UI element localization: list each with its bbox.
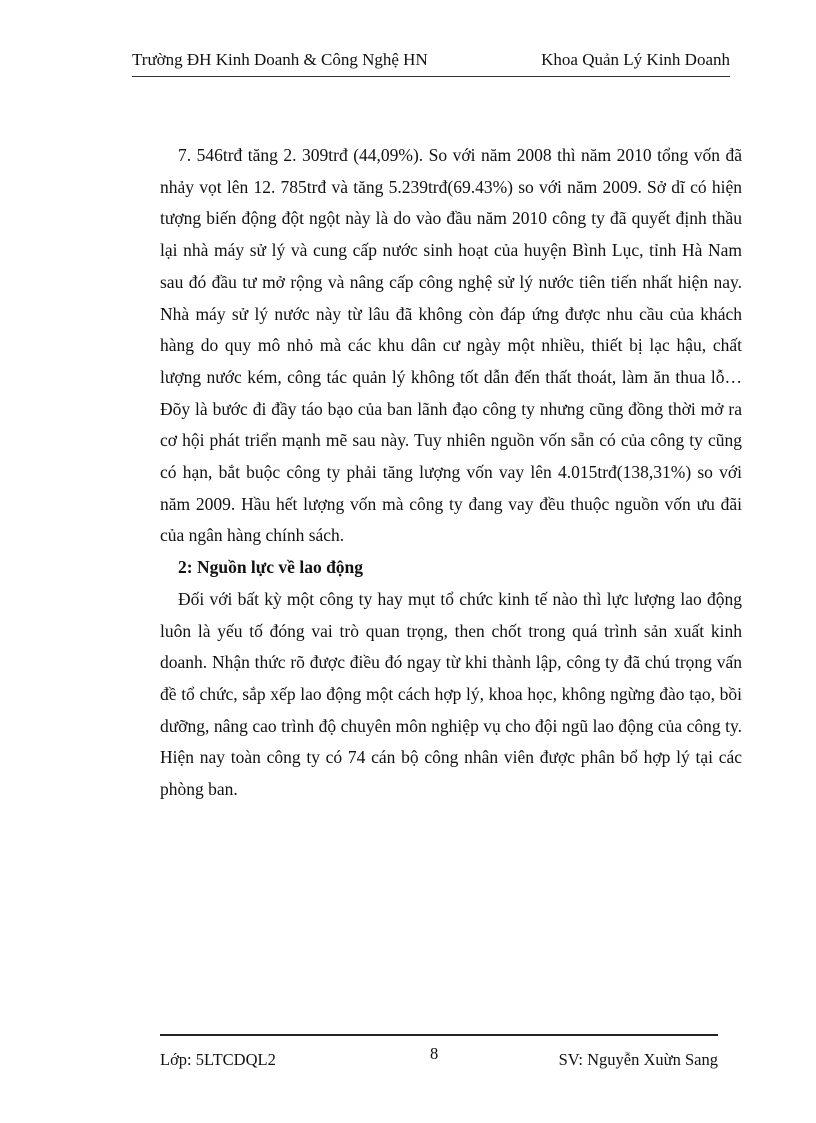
header-school-name: Trường ĐH Kinh Doanh & Công Nghệ HN	[132, 50, 428, 69]
footer-class: Lớp: 5LTCDQL2	[160, 1050, 276, 1069]
footer-divider	[160, 1034, 718, 1036]
paragraph-labor: Đối với bất kỳ một công ty hay mụt tổ chức kinh tế nào thì lực lượng lao động luôn là yếu tố đóng vai trò quan trọng, then chốt trong quá trình sản xuất kinh doanh. Nhận thức rõ được điều đó ngay từ khi thành lập, công ty đã chú trọng vấn đề tổ chức, sắp xếp lao động một cách hợp lý, khoa học, không ngừng đào tạo, bồi dưỡng, nâng cao trình độ chuyên môn nghiệp vụ cho đội ngũ lao động của công ty. Hiện nay toàn công ty có 74 cán bộ công nhân viên được phân bổ hợp lý tại các phòng ban.	[160, 588, 742, 800]
page-number: 8	[430, 1044, 439, 1063]
page-header	[132, 50, 730, 76]
document-body	[160, 140, 742, 806]
paragraph-capital: 7. 546trđ tăng 2. 309trđ (44,09%). So với năm 2008 thì năm 2010 tổng vốn đã nhảy vọt lên 12. 785trđ và tăng 5.239trđ(69.43%) so với năm 2009. Sở dĩ có hiện tượng biến động đột ngột này là do vào đầu năm 2010 công ty đã quyết định thầu lại nhà máy sử lý và cung cấp nước sinh hoạt của huyện Bình Lục, tỉnh Hà Nam sau đó đầu tư mở rộng và nâng cấp công nghệ sử lý nước tiên tiến nhất hiện nay. Nhà máy sử lý nước này từ lâu đã không còn đáp ứng được nhu cầu của khách hàng do quy mô nhỏ mà các khu dân cư ngày một nhiều, thiết bị lạc hậu, chất lượng nước kém, công tác quản lý không tốt dẫn đến thất thoát, làm ăn thua lỗ…Đõy là bước đi đầy táo bạo của ban lãnh đạo công ty nhưng cũng đồng thời mở ra cơ hội phát triển mạnh mẽ sau này. Tuy nhiên nguồn vốn sẵn có của công ty cũng có hạn, bắt buộc công ty phải tăng lượng vốn vay lên 4.015trđ(138,31%) so với năm 2009. Hầu hết lượng vốn mà công ty đang vay đều thuộc nguồn vốn ưu đãi của ngân hàng chính sách.	[160, 145, 742, 546]
section-heading: 2: Nguồn lực về lao động	[178, 557, 364, 578]
header-divider	[132, 76, 730, 77]
page-footer	[160, 1044, 718, 1076]
header-faculty-name: Khoa Quản Lý Kinh Doanh	[541, 50, 730, 69]
footer-student: SV: Nguyễn Xuừn Sang	[558, 1050, 718, 1069]
